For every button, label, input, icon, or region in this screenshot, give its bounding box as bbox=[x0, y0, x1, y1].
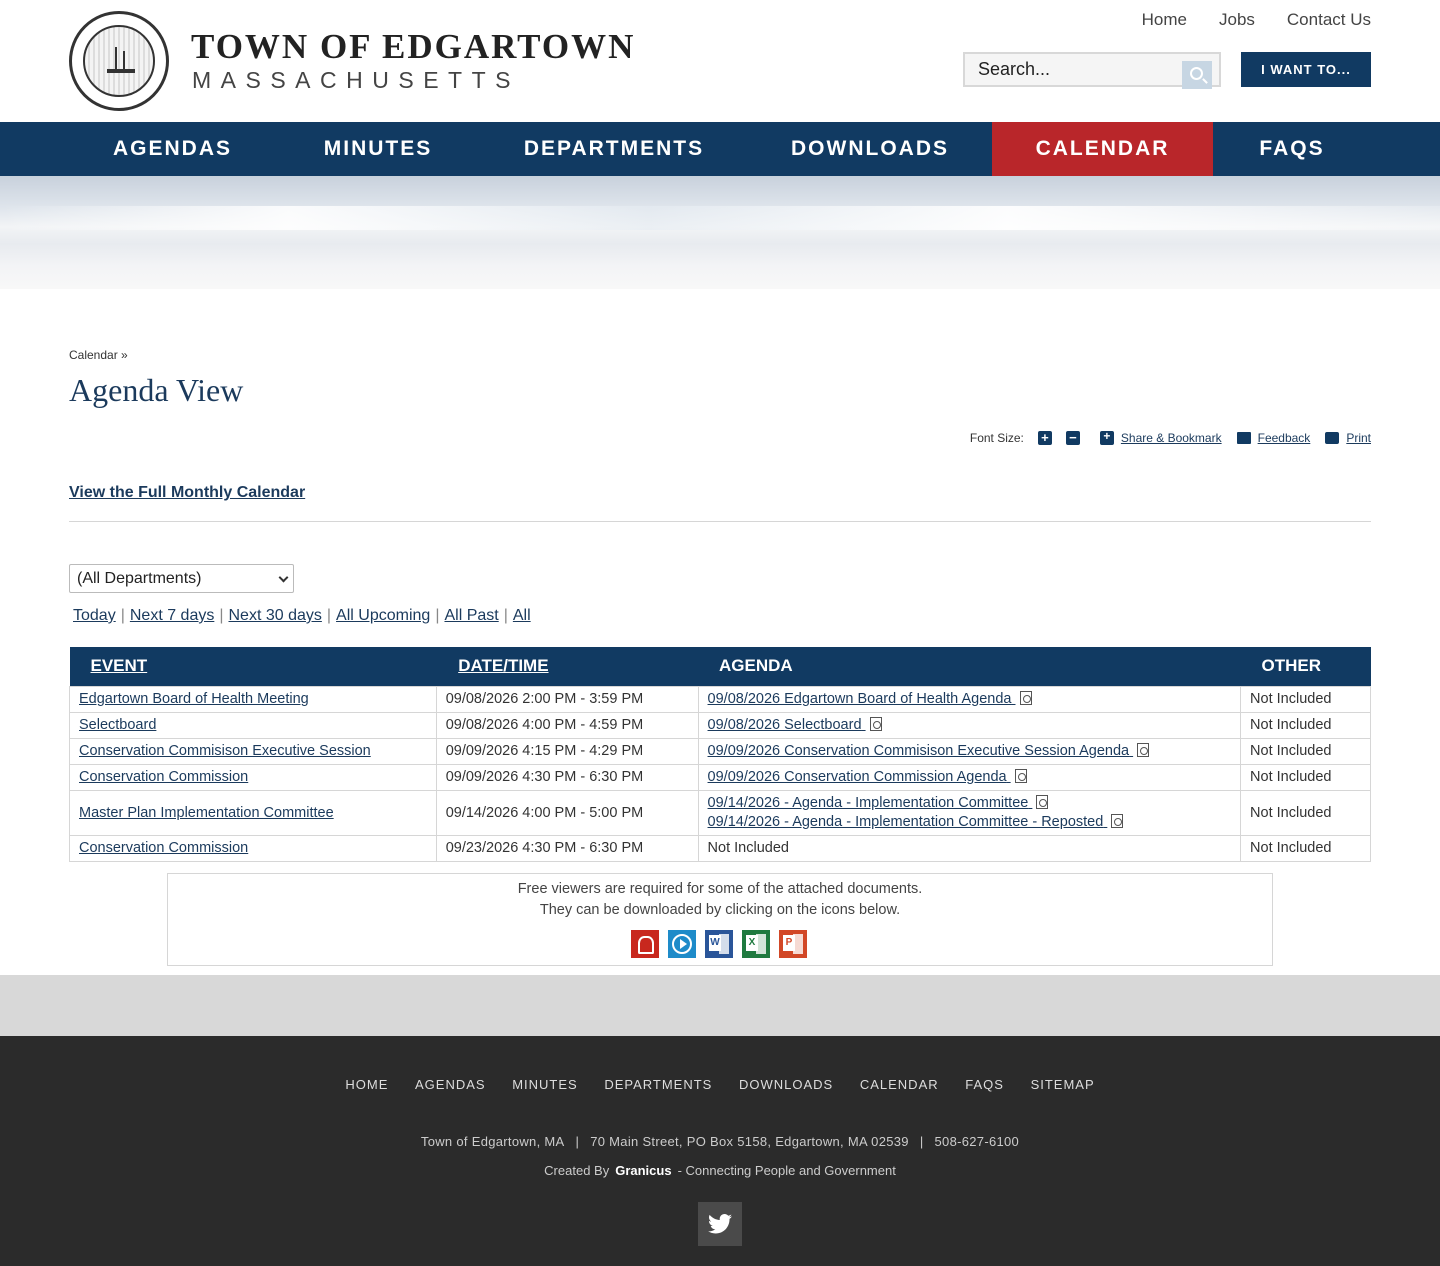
pdf-icon bbox=[870, 717, 882, 731]
created-by-label: Created By bbox=[544, 1163, 610, 1178]
range-all-past[interactable]: All Past bbox=[444, 607, 499, 624]
share-bookmark-link[interactable]: Share & Bookmark bbox=[1120, 431, 1222, 445]
events-table bbox=[69, 647, 1371, 862]
footer-link-downloads[interactable]: DOWNLOADS bbox=[738, 1077, 834, 1092]
breadcrumb[interactable]: Calendar » bbox=[69, 348, 128, 362]
table-row bbox=[70, 764, 1371, 790]
footer-nav bbox=[0, 1077, 1440, 1092]
footer-link-faqs[interactable]: FAQS bbox=[965, 1077, 1004, 1092]
font-decrease-icon[interactable]: − bbox=[1066, 431, 1080, 445]
event-datetime: 09/23/2026 4:30 PM - 6:30 PM bbox=[436, 835, 698, 861]
other-cell: Not Included bbox=[1241, 790, 1371, 835]
nav-item-departments[interactable]: DEPARTMENTS bbox=[523, 137, 705, 160]
pre-footer-strip bbox=[0, 975, 1440, 1036]
event-datetime: 09/14/2026 4:00 PM - 5:00 PM bbox=[436, 790, 698, 835]
nav-item-agendas[interactable]: AGENDAS bbox=[112, 137, 232, 160]
font-size-label: Font Size: bbox=[969, 431, 1024, 445]
site-subtitle: MASSACHUSETTS bbox=[192, 67, 520, 93]
nav-item-faqs[interactable]: FAQS bbox=[1259, 137, 1325, 160]
department-select-value: (All Departments) bbox=[77, 570, 202, 587]
pdf-icon bbox=[1020, 691, 1032, 705]
print-icon bbox=[1325, 432, 1339, 444]
table-row bbox=[70, 686, 1371, 712]
feedback-icon bbox=[1237, 432, 1251, 444]
town-seal-logo[interactable] bbox=[69, 11, 169, 111]
share-icon: + bbox=[1100, 431, 1114, 445]
agenda-link[interactable]: 09/08/2026 Selectboard bbox=[707, 717, 862, 733]
pdf-icon bbox=[1137, 743, 1149, 757]
word-viewer-icon[interactable]: W bbox=[705, 930, 733, 958]
seal-ship-image bbox=[83, 25, 155, 97]
search-icon bbox=[1190, 67, 1203, 80]
other-cell: Not Included bbox=[1241, 835, 1371, 861]
font-increase-icon[interactable]: + bbox=[1038, 431, 1052, 445]
other-cell: Not Included bbox=[1241, 764, 1371, 790]
agenda-cell: Not Included bbox=[698, 835, 1241, 861]
other-cell: Not Included bbox=[1241, 738, 1371, 764]
agenda-link[interactable]: 09/09/2026 Conservation Commission Agenda bbox=[707, 769, 1007, 785]
other-header: OTHER bbox=[1241, 647, 1371, 686]
nav-item-minutes[interactable]: MINUTES bbox=[323, 137, 433, 160]
agenda-link[interactable]: 09/08/2026 Edgartown Board of Health Agenda bbox=[707, 691, 1012, 707]
event-link[interactable]: Selectboard bbox=[79, 717, 157, 733]
i-want-to-button[interactable]: I WANT TO... bbox=[1241, 52, 1371, 87]
util-link-contact-us[interactable]: Contact Us bbox=[1286, 10, 1371, 29]
table-row bbox=[70, 738, 1371, 764]
excel-viewer-icon[interactable]: X bbox=[742, 930, 770, 958]
pdf-icon bbox=[1015, 769, 1027, 783]
granicus-link[interactable]: Granicus bbox=[615, 1163, 672, 1178]
pdf-icon bbox=[1036, 795, 1048, 809]
date-range-links: Today | Next 7 days | Next 30 days | All Upcoming | All Past | All bbox=[73, 607, 531, 624]
footer-town: Town of Edgartown, MA bbox=[420, 1134, 565, 1149]
nav-item-calendar[interactable]: CALENDAR bbox=[992, 122, 1213, 176]
event-link[interactable]: Conservation Commission bbox=[79, 769, 249, 785]
site-title[interactable]: TOWN OF EDGARTOWN bbox=[191, 27, 636, 66]
page-title: Agenda View bbox=[69, 372, 244, 408]
free-viewers-box bbox=[167, 873, 1273, 966]
pdf-icon bbox=[1111, 814, 1123, 828]
footer-tagline: - Connecting People and Government bbox=[677, 1163, 896, 1178]
chevron-down-icon bbox=[279, 573, 289, 583]
utility-nav bbox=[1110, 10, 1371, 30]
sort-event-header[interactable]: EVENT bbox=[90, 656, 148, 676]
viewers-note-line1: Free viewers are required for some of the attached documents. bbox=[517, 881, 923, 897]
search-box bbox=[963, 52, 1221, 87]
util-link-jobs[interactable]: Jobs bbox=[1218, 10, 1255, 29]
media-player-icon[interactable] bbox=[668, 930, 696, 958]
viewer-icons bbox=[631, 930, 807, 958]
event-datetime: 09/09/2026 4:30 PM - 6:30 PM bbox=[436, 764, 698, 790]
main-nav bbox=[0, 122, 1440, 176]
range-all[interactable]: All bbox=[512, 607, 531, 624]
agenda-link[interactable]: 09/09/2026 Conservation Commisison Executive Session Agenda bbox=[707, 743, 1130, 759]
range-today[interactable]: Today bbox=[73, 607, 116, 624]
table-row bbox=[70, 835, 1371, 861]
twitter-icon bbox=[708, 1213, 732, 1235]
agenda-header: AGENDA bbox=[698, 647, 1241, 686]
table-row bbox=[70, 790, 1371, 835]
table-row bbox=[70, 712, 1371, 738]
twitter-button[interactable] bbox=[698, 1202, 742, 1246]
footer-link-sitemap[interactable]: SITEMAP bbox=[1030, 1077, 1095, 1092]
site-footer bbox=[0, 1036, 1440, 1266]
agenda-link-reposted[interactable]: 09/14/2026 - Agenda - Implementation Committee - Reposted bbox=[707, 813, 1104, 830]
full-monthly-calendar-link[interactable]: View the Full Monthly Calendar bbox=[69, 484, 306, 501]
footer-street: 70 Main Street, PO Box 5158, Edgartown, MA 02539 bbox=[590, 1134, 909, 1149]
footer-link-minutes[interactable]: MINUTES bbox=[512, 1077, 578, 1092]
footer-link-calendar[interactable]: CALENDAR bbox=[859, 1077, 939, 1092]
acrobat-reader-icon[interactable] bbox=[631, 930, 659, 958]
sort-datetime-header[interactable]: DATE/TIME bbox=[458, 656, 549, 676]
footer-link-agendas[interactable]: AGENDAS bbox=[414, 1077, 486, 1092]
util-link-home[interactable]: Home bbox=[1141, 10, 1187, 29]
event-link[interactable]: Conservation Commisison Executive Session bbox=[79, 743, 371, 759]
agenda-link[interactable]: 09/14/2026 - Agenda - Implementation Committee bbox=[707, 794, 1029, 811]
search-button[interactable] bbox=[1182, 61, 1212, 89]
department-select[interactable] bbox=[69, 564, 294, 593]
footer-phone[interactable]: 508-627-6100 bbox=[934, 1134, 1020, 1149]
footer-link-home[interactable]: HOME bbox=[345, 1077, 389, 1092]
nav-item-downloads[interactable]: DOWNLOADS bbox=[791, 137, 949, 160]
range-next-30-days[interactable]: Next 30 days bbox=[228, 607, 322, 624]
event-datetime: 09/08/2026 2:00 PM - 3:59 PM bbox=[436, 686, 698, 712]
hero-banner-image bbox=[0, 176, 1440, 289]
powerpoint-viewer-icon[interactable]: P bbox=[779, 930, 807, 958]
event-link[interactable]: Edgartown Board of Health Meeting bbox=[79, 691, 309, 707]
search-input[interactable] bbox=[965, 54, 1175, 85]
event-link[interactable]: Master Plan Implementation Committee bbox=[79, 804, 334, 821]
footer-address: Town of Edgartown, MA | 70 Main Street, PO Box 5158, Edgartown, MA 02539 | 508-627-6100 bbox=[420, 1134, 1020, 1149]
event-datetime: 09/09/2026 4:15 PM - 4:29 PM bbox=[436, 738, 698, 764]
site-header bbox=[0, 0, 1440, 122]
viewers-note-line2: They can be downloaded by clicking on the icons below. bbox=[539, 902, 901, 918]
divider bbox=[69, 521, 1371, 522]
event-datetime: 09/08/2026 4:00 PM - 4:59 PM bbox=[436, 712, 698, 738]
footer-link-departments[interactable]: DEPARTMENTS bbox=[604, 1077, 713, 1092]
other-cell: Not Included bbox=[1241, 712, 1371, 738]
footer-credit bbox=[0, 1163, 1440, 1178]
page-tools bbox=[970, 431, 1371, 445]
feedback-link[interactable]: Feedback bbox=[1257, 431, 1311, 445]
range-all-upcoming[interactable]: All Upcoming bbox=[336, 607, 431, 624]
print-link[interactable]: Print bbox=[1346, 431, 1371, 445]
event-link[interactable]: Conservation Commission bbox=[79, 840, 249, 856]
other-cell: Not Included bbox=[1241, 686, 1371, 712]
range-next-7-days[interactable]: Next 7 days bbox=[129, 607, 215, 624]
